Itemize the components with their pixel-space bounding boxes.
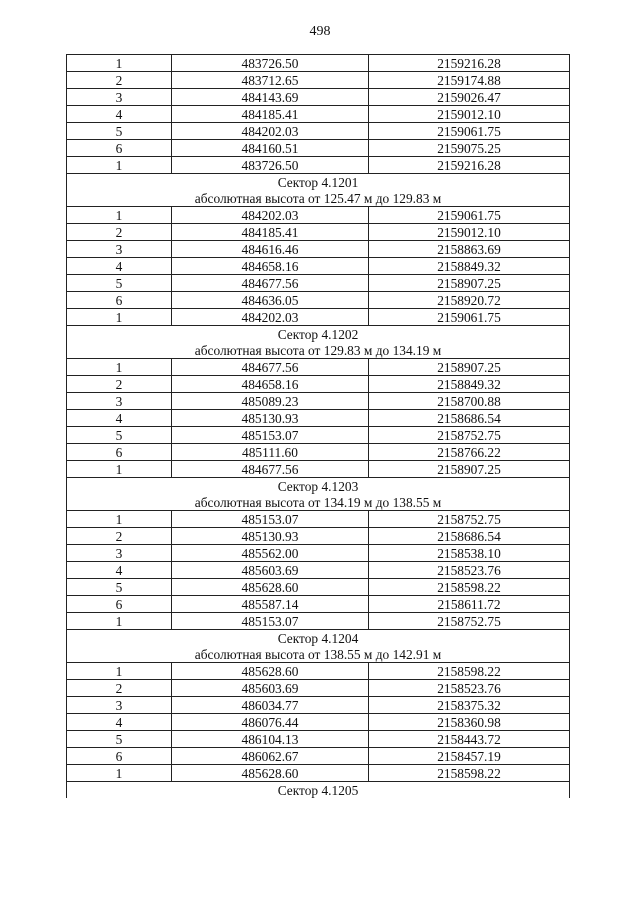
x-coordinate-cell: 484677.56 (172, 461, 369, 478)
y-coordinate-cell: 2158598.22 (369, 765, 570, 782)
y-coordinate-cell: 2158752.75 (369, 511, 570, 528)
table-row (67, 89, 570, 106)
sector-title: Сектор 4.1204 (67, 630, 570, 647)
table-row (67, 596, 570, 613)
point-number-cell: 2 (67, 72, 172, 89)
table-row (67, 140, 570, 157)
table-row (67, 613, 570, 630)
x-coordinate-cell: 485130.93 (172, 410, 369, 427)
table-row (67, 427, 570, 444)
y-coordinate-cell: 2159026.47 (369, 89, 570, 106)
x-coordinate-cell: 485153.07 (172, 427, 369, 444)
point-number-cell: 1 (67, 663, 172, 680)
y-coordinate-cell: 2158752.75 (369, 427, 570, 444)
table-row (67, 393, 570, 410)
point-number-cell: 1 (67, 207, 172, 224)
y-coordinate-cell: 2159012.10 (369, 106, 570, 123)
point-number-cell: 4 (67, 410, 172, 427)
table-row (67, 275, 570, 292)
table-row (67, 241, 570, 258)
table-row (67, 157, 570, 174)
point-number-cell: 6 (67, 292, 172, 309)
table-row (67, 461, 570, 478)
table-row (67, 359, 570, 376)
x-coordinate-cell: 485130.93 (172, 528, 369, 545)
coordinates-table (66, 54, 570, 798)
x-coordinate-cell: 484202.03 (172, 309, 369, 326)
y-coordinate-cell: 2158538.10 (369, 545, 570, 562)
sector-title: Сектор 4.1203 (67, 478, 570, 495)
point-number-cell: 1 (67, 157, 172, 174)
x-coordinate-cell: 484160.51 (172, 140, 369, 157)
table-row (67, 123, 570, 140)
point-number-cell: 2 (67, 376, 172, 393)
sector-altitude: абсолютная высота от 138.55 м до 142.91 м (67, 646, 570, 663)
y-coordinate-cell: 2158598.22 (369, 663, 570, 680)
table-row (67, 224, 570, 241)
sector-title-row (67, 630, 570, 647)
x-coordinate-cell: 485628.60 (172, 579, 369, 596)
sector-title: Сектор 4.1202 (67, 326, 570, 343)
y-coordinate-cell: 2158907.25 (369, 359, 570, 376)
y-coordinate-cell: 2159061.75 (369, 309, 570, 326)
point-number-cell: 3 (67, 89, 172, 106)
point-number-cell: 2 (67, 680, 172, 697)
point-number-cell: 3 (67, 545, 172, 562)
x-coordinate-cell: 483726.50 (172, 55, 369, 72)
y-coordinate-cell: 2158766.22 (369, 444, 570, 461)
x-coordinate-cell: 484185.41 (172, 106, 369, 123)
point-number-cell: 1 (67, 309, 172, 326)
y-coordinate-cell: 2158686.54 (369, 528, 570, 545)
x-coordinate-cell: 484677.56 (172, 275, 369, 292)
table-row (67, 55, 570, 72)
sector-altitude-row (67, 494, 570, 511)
y-coordinate-cell: 2158443.72 (369, 731, 570, 748)
sector-title: Сектор 4.1201 (67, 174, 570, 191)
table-row (67, 376, 570, 393)
x-coordinate-cell: 485628.60 (172, 765, 369, 782)
table-row (67, 680, 570, 697)
table-row (67, 663, 570, 680)
x-coordinate-cell: 486062.67 (172, 748, 369, 765)
sector-altitude-row (67, 190, 570, 207)
table-row (67, 72, 570, 89)
table-row (67, 748, 570, 765)
y-coordinate-cell: 2159012.10 (369, 224, 570, 241)
table-row (67, 207, 570, 224)
x-coordinate-cell: 485562.00 (172, 545, 369, 562)
x-coordinate-cell: 484202.03 (172, 123, 369, 140)
point-number-cell: 2 (67, 224, 172, 241)
sector-altitude: абсолютная высота от 125.47 м до 129.83 м (67, 190, 570, 207)
table-row (67, 545, 570, 562)
point-number-cell: 3 (67, 393, 172, 410)
point-number-cell: 6 (67, 596, 172, 613)
sector-altitude-row (67, 646, 570, 663)
table-row (67, 528, 570, 545)
point-number-cell: 3 (67, 241, 172, 258)
table-row (67, 731, 570, 748)
table-row (67, 410, 570, 427)
x-coordinate-cell: 484658.16 (172, 258, 369, 275)
y-coordinate-cell: 2158523.76 (369, 680, 570, 697)
point-number-cell: 1 (67, 461, 172, 478)
table-row (67, 697, 570, 714)
point-number-cell: 4 (67, 714, 172, 731)
table-row (67, 579, 570, 596)
point-number-cell: 6 (67, 748, 172, 765)
x-coordinate-cell: 484677.56 (172, 359, 369, 376)
point-number-cell: 6 (67, 140, 172, 157)
point-number-cell: 4 (67, 258, 172, 275)
x-coordinate-cell: 484185.41 (172, 224, 369, 241)
x-coordinate-cell: 485153.07 (172, 613, 369, 630)
point-number-cell: 1 (67, 55, 172, 72)
y-coordinate-cell: 2159174.88 (369, 72, 570, 89)
sector-title-row (67, 326, 570, 343)
point-number-cell: 5 (67, 579, 172, 596)
table-row (67, 309, 570, 326)
point-number-cell: 5 (67, 123, 172, 140)
table-row (67, 292, 570, 309)
y-coordinate-cell: 2159075.25 (369, 140, 570, 157)
y-coordinate-cell: 2158849.32 (369, 376, 570, 393)
x-coordinate-cell: 483712.65 (172, 72, 369, 89)
table-row (67, 562, 570, 579)
point-number-cell: 5 (67, 427, 172, 444)
x-coordinate-cell: 484202.03 (172, 207, 369, 224)
x-coordinate-cell: 485628.60 (172, 663, 369, 680)
sector-altitude: абсолютная высота от 134.19 м до 138.55 м (67, 494, 570, 511)
table-row (67, 258, 570, 275)
x-coordinate-cell: 486034.77 (172, 697, 369, 714)
x-coordinate-cell: 484658.16 (172, 376, 369, 393)
y-coordinate-cell: 2158375.32 (369, 697, 570, 714)
y-coordinate-cell: 2158752.75 (369, 613, 570, 630)
y-coordinate-cell: 2158686.54 (369, 410, 570, 427)
y-coordinate-cell: 2158849.32 (369, 258, 570, 275)
y-coordinate-cell: 2158907.25 (369, 461, 570, 478)
y-coordinate-cell: 2158457.19 (369, 748, 570, 765)
x-coordinate-cell: 485153.07 (172, 511, 369, 528)
x-coordinate-cell: 485603.69 (172, 680, 369, 697)
table-row (67, 714, 570, 731)
y-coordinate-cell: 2158360.98 (369, 714, 570, 731)
y-coordinate-cell: 2158907.25 (369, 275, 570, 292)
point-number-cell: 1 (67, 511, 172, 528)
point-number-cell: 1 (67, 359, 172, 376)
point-number-cell: 5 (67, 275, 172, 292)
point-number-cell: 5 (67, 731, 172, 748)
x-coordinate-cell: 486104.13 (172, 731, 369, 748)
y-coordinate-cell: 2159216.28 (369, 55, 570, 72)
sector-altitude-row (67, 342, 570, 359)
y-coordinate-cell: 2159061.75 (369, 123, 570, 140)
y-coordinate-cell: 2158523.76 (369, 562, 570, 579)
point-number-cell: 1 (67, 765, 172, 782)
page-number: 498 (309, 24, 331, 39)
x-coordinate-cell: 484616.46 (172, 241, 369, 258)
y-coordinate-cell: 2158598.22 (369, 579, 570, 596)
y-coordinate-cell: 2158920.72 (369, 292, 570, 309)
sector-title: Сектор 4.1205 (67, 782, 570, 799)
point-number-cell: 2 (67, 528, 172, 545)
sector-title-row (67, 174, 570, 191)
y-coordinate-cell: 2158863.69 (369, 241, 570, 258)
x-coordinate-cell: 485603.69 (172, 562, 369, 579)
x-coordinate-cell: 486076.44 (172, 714, 369, 731)
table-row (67, 511, 570, 528)
sector-altitude: абсолютная высота от 129.83 м до 134.19 м (67, 342, 570, 359)
y-coordinate-cell: 2158611.72 (369, 596, 570, 613)
x-coordinate-cell: 485587.14 (172, 596, 369, 613)
point-number-cell: 4 (67, 562, 172, 579)
x-coordinate-cell: 483726.50 (172, 157, 369, 174)
x-coordinate-cell: 485111.60 (172, 444, 369, 461)
y-coordinate-cell: 2159216.28 (369, 157, 570, 174)
point-number-cell: 3 (67, 697, 172, 714)
x-coordinate-cell: 484636.05 (172, 292, 369, 309)
point-number-cell: 4 (67, 106, 172, 123)
y-coordinate-cell: 2158700.88 (369, 393, 570, 410)
point-number-cell: 1 (67, 613, 172, 630)
table-row (67, 106, 570, 123)
coordinates-table-body (67, 55, 570, 799)
x-coordinate-cell: 485089.23 (172, 393, 369, 410)
point-number-cell: 6 (67, 444, 172, 461)
sector-title-row (67, 782, 570, 799)
table-row (67, 444, 570, 461)
x-coordinate-cell: 484143.69 (172, 89, 369, 106)
y-coordinate-cell: 2159061.75 (369, 207, 570, 224)
table-row (67, 765, 570, 782)
sector-title-row (67, 478, 570, 495)
